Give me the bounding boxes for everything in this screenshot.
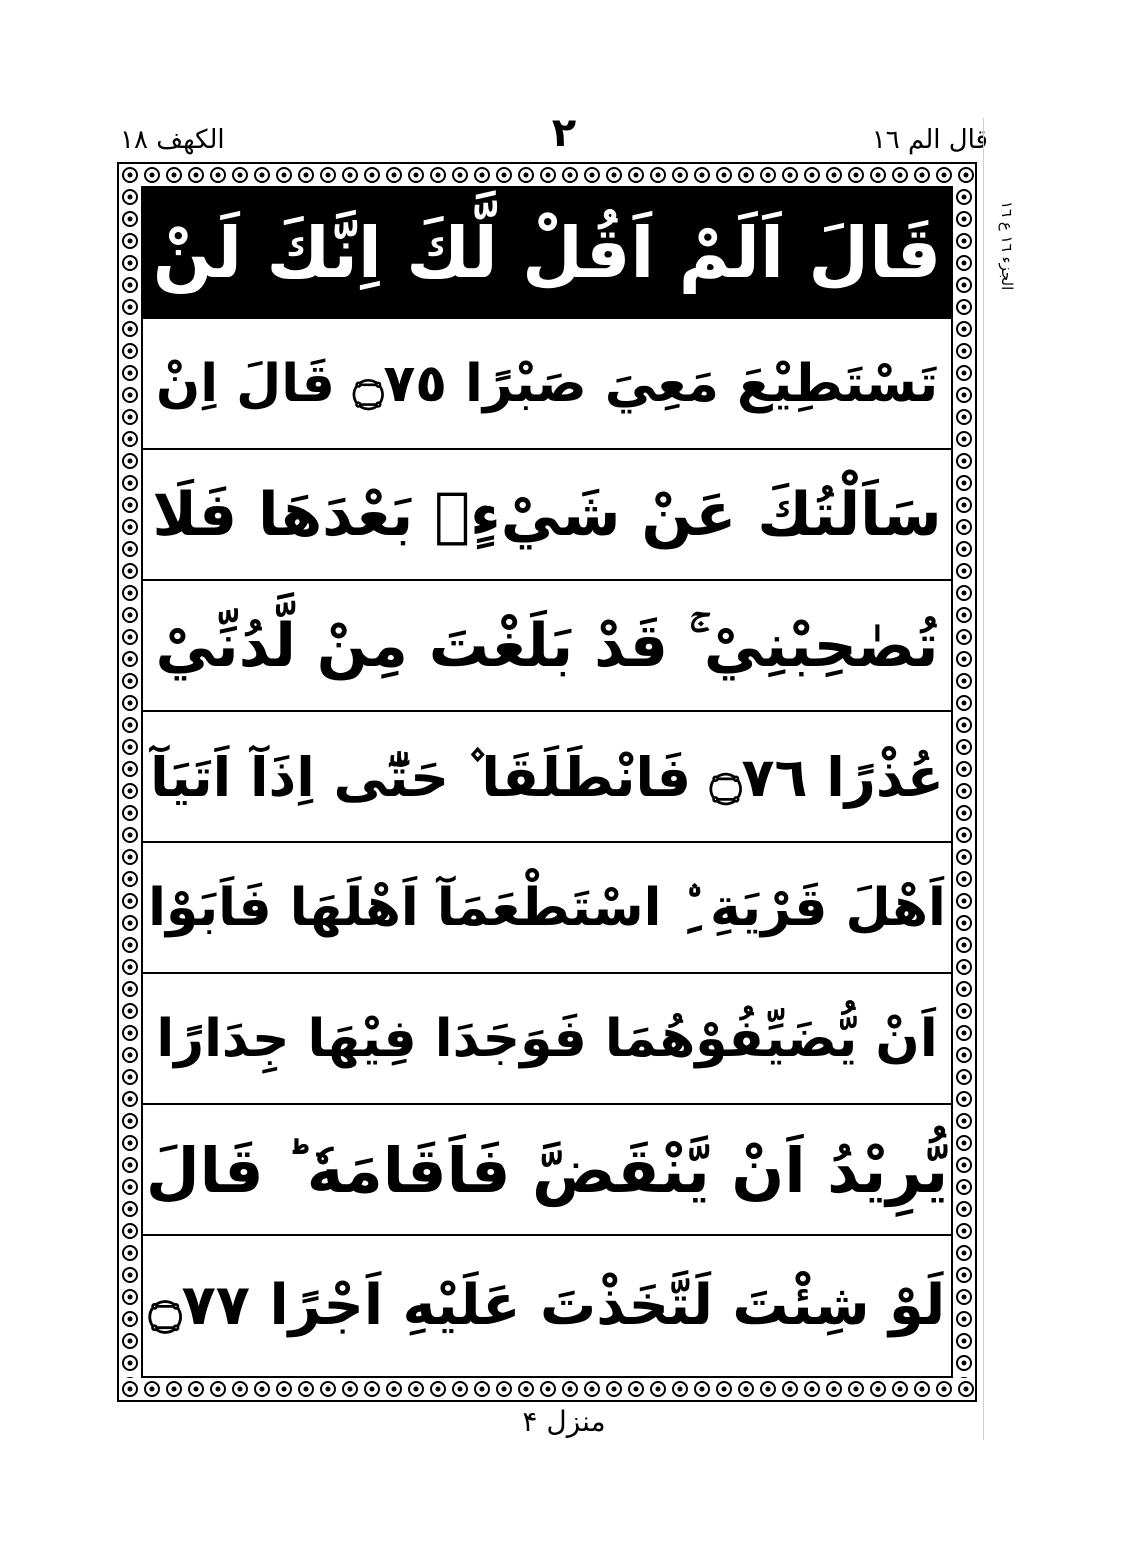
page-border-frame <box>117 162 977 1402</box>
verse-line-6: اَهْلَ قَرْيَةِ ِۨ اسْتَطْعَمَآ اَهْلَهَا فَاَبَوْا <box>143 843 951 974</box>
verse-line-9: لَوْ شِئْتَ لَتَّخَذْتَ عَلَيْهِ اَجْرًا ۝٧٧ <box>148 1273 946 1338</box>
header-surah-juz-name: قال الم ١٦ <box>871 125 988 155</box>
verse-line-3: سَاَلْتُكَ عَنْ شَيْءٍۭ بَعْدَهَا فَلَا <box>143 450 951 581</box>
manzil-marker: منزل ۴ <box>522 1405 606 1438</box>
verse-line-1: قَالَ اَلَمْ اَقُلْ لَّكَ اِنَّكَ لَنْ <box>143 188 951 319</box>
verse-line-2: تَسْتَطِيْعَ مَعِيَ صَبْرًا ۝٧٥ قَالَ اِنْ <box>143 319 951 450</box>
juz-marker: الجزء ١٦ ع ١٦ <box>998 200 1016 290</box>
verse-line-5: عُذْرًا ۝٧٦ فَانْطَلَقَا ۫ حَتّٰٓى اِذَآ اَتَيَآ <box>143 712 951 843</box>
margin-line <box>983 118 984 1440</box>
verse-line-4: تُصٰحِبْنِيْ ۚ قَدْ بَلَغْتَ مِنْ لَّدُنِّيْ <box>143 581 951 712</box>
ornament-border-bottom <box>119 1378 975 1400</box>
header-surah-name: الكهف ١٨ <box>120 125 225 155</box>
ornament-border-right <box>953 186 975 1378</box>
verse-line-8: يُّرِيْدُ اَنْ يَّنْقَضَّ فَاَقَامَهٗ ؕ قَالَ <box>143 1105 951 1236</box>
text-area-frame <box>141 186 953 1378</box>
page-number: ٢ <box>551 110 577 156</box>
verse-line-7: اَنْ يُّضَيِّفُوْهُمَا فَوَجَدَا فِيْهَا جِدَارًا <box>143 974 951 1105</box>
ornament-border-left <box>119 186 141 1378</box>
ornament-border-top <box>119 164 975 186</box>
verse-lines <box>143 188 951 1376</box>
